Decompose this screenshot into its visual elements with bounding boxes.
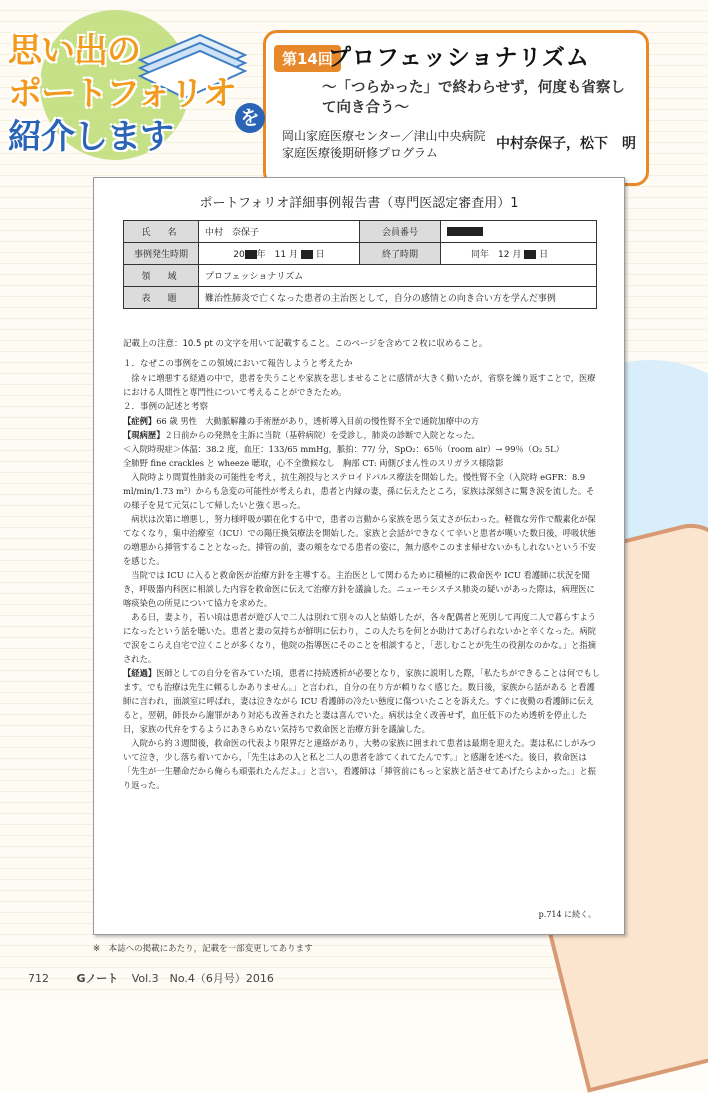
author-affiliation xyxy=(282,128,486,162)
vitals-line: ＜入院時現症＞体温：38.2 度，血圧：133/65 mmHg，脈拍：77/ 分，SpO₂：65％（room air）→ 99％（O₂ 5L） xyxy=(123,444,564,454)
article-title-box xyxy=(263,30,649,186)
value-member xyxy=(441,221,597,243)
end-month: 同年 12 月 xyxy=(471,250,522,260)
writing-note: 記載上の注意：10.5 pt の文字を用いて記載すること。このページを含めて２枚に収めること。 xyxy=(123,339,488,349)
section-2-heading: ２．事例の記述と考察 xyxy=(123,402,209,412)
redacted-block xyxy=(447,227,483,236)
report-title: ポートフォリオ詳細事例報告書（専門医認定審査用）1 xyxy=(199,196,519,211)
volume-info: Vol.3 No.4（6月号）2016 xyxy=(131,972,274,985)
series-title-line4: 紹介します xyxy=(8,117,173,157)
start-day: 日 xyxy=(315,250,325,260)
issue-badge: 第14回 xyxy=(274,45,341,72)
report-form-table xyxy=(123,220,597,309)
history-text: ２日前からの発熱を主訴に当院（基幹病院）を受診し，肺炎の診断で入院となった。 xyxy=(164,430,480,440)
case-text: 66 歳 男性 大動脈解離の手術歴があり，透析導入目前の慢性腎不全で通院加療中の方 xyxy=(156,416,480,426)
course-line xyxy=(123,666,601,736)
section-1-heading: １．なぜこの事例をこの領域において報告しようと考えたか xyxy=(123,359,353,369)
redacted-block xyxy=(301,250,313,259)
affiliation-line-1: 岡山家庭医療センター／津山中央病院 xyxy=(282,129,486,143)
course-text: 医師としての自分を省みていた頃，患者に持続透析が必要となり，家族に説明した際，「私たちができることは何でもします。でも治療は先生に頼るしかありません。」と言われ，自分の在り方が頼りなく感じた。数日後，家族から話がある と看護師に言われ，面談室に呼ばれ，妻は泣きながら ICU 看護師の冷たい態度に傷ついたことを訴えた。すぐに夜勤の看護師に伝えると，翌朝，師長から謝罪があり対応も改善されたと妻は喜んでいた。病状は全く改善せず，血圧低下のため透析を停止した日，家族の代弁をするようにあきらめない気持ちで救命医と治療方針を議論した。 xyxy=(123,668,601,734)
affiliation-line-2: 家庭医療後期研修プログラム xyxy=(282,146,438,160)
series-title xyxy=(8,30,258,159)
history-line xyxy=(123,428,601,442)
paragraph: 病状は次第に増悪し，努力様呼吸が顕在化する中で，患者の言動から家族を思う気丈さが伝わった。軽微な労作で酸素化が保てなくなり，集中治療室（ICU）での陽圧換気療法を開始した。家族と会話ができなくて辛いと患者が嘆いた数日後，呼吸状態の増悪から挿管することとなった。挿管の前，妻の頬をなでる患者の姿に，無力感やこのまま帰せないかもしれないという不安を感じた。 xyxy=(123,514,596,566)
start-month: 年 11 月 xyxy=(256,250,298,260)
report-sheet xyxy=(93,177,625,935)
value-heading: 難治性肺炎で亡くなった患者の主治医として，自分の感情との向き合い方を学んだ事例 xyxy=(199,287,597,309)
label-start: 事例発生時期 xyxy=(124,243,199,265)
article-title: プロフェッショナリズム xyxy=(328,45,590,71)
redacted-block xyxy=(245,250,257,259)
paragraph: 入院時より間質性肺炎の可能性を考え，抗生剤投与とステロイドパルス療法を開始した。慢性腎不全（入院時 eGFR：8.9 ml/min/1.73 m²）からも急変の可能性が考えられ，患者と内縁の妻，孫に伝えたところ，家族は深刻さに驚き涙を流した。その様子を見て元気にして帰したいと強く思った。 xyxy=(123,472,595,510)
value-name: 中村 奈保子 xyxy=(199,221,360,243)
article-subtitle: ～「つらかった」で終わらせず，何度も省察して向き合う～ xyxy=(322,80,625,116)
value-domain: プロフェッショナリズム xyxy=(199,265,597,287)
end-day: 日 xyxy=(539,250,549,260)
redacted-block xyxy=(524,250,536,259)
label-heading: 表 題 xyxy=(124,287,199,309)
exam-line: 全肺野 fine crackles と wheeze 聴取，心不全徴候なし 胸部 CT: 両側びまん性のスリガラス様陰影 xyxy=(123,458,504,468)
author-names: 中村奈保子，松下 明 xyxy=(496,136,636,152)
magazine-name xyxy=(77,972,119,985)
page-footer xyxy=(28,970,274,986)
value-start xyxy=(199,243,360,265)
start-year-prefix: 20 xyxy=(233,250,245,260)
footnote: ※ 本誌への掲載にあたり，記載を一部変更してあります xyxy=(93,944,313,954)
case-line xyxy=(123,414,601,428)
label-name: 氏 名 xyxy=(124,221,199,243)
series-title-line1: 思い出の xyxy=(8,31,140,71)
paragraph: ある日，妻より，若い頃は患者が遊び人で二人は別れて別々の人と結婚したが，各々配偶者と死別して再度二人で暮らすようになったという話を聴いた。患者と妻の気持ちが鮮明に伝わり，この人たちを何とか助けてあげられないかと辛くなった。病院で涙をこらえ自宅で泣くことが多くなり，他院の指導医にそのことを相談すると，「悲しむことが先生の役割なのかな。」と指摘された。 xyxy=(123,612,596,664)
continued-note: p.714 に続く。 xyxy=(538,910,596,919)
series-title-line2: ポートフォリオ xyxy=(8,74,236,114)
label-end: 終了時期 xyxy=(360,243,441,265)
series-title-particle: を xyxy=(235,103,265,133)
history-label: 【現病歴】 xyxy=(123,430,165,440)
magazine-initial: G xyxy=(76,972,86,985)
case-label: 【症例】 xyxy=(123,416,157,426)
value-end xyxy=(441,243,597,265)
paragraph: 徐々に増悪する経過の中で，患者を失うことや家族を悲しませることに感情が大きく動いたが，省察を繰り返すことで，医療における人間性と専門性について考えることができたため。 xyxy=(123,373,596,397)
label-domain: 領 域 xyxy=(124,265,199,287)
paragraph: 当院では ICU に入ると救命医が治療方針を主導する。主治医として関わるために積極的に救命医や ICU 看護師に状況を聞き，呼吸器内科医に相談した内容を救命医に伝えて治療方針を議論した。ニューモシスチス肺炎の疑いがあった際は，病理医に喀痰染色の所見について協力を求めた。 xyxy=(123,570,595,608)
report-body xyxy=(123,356,601,792)
label-member: 会員番号 xyxy=(360,221,441,243)
course-label: 【経過】 xyxy=(123,668,157,678)
page-number: 712 xyxy=(28,972,49,985)
magazine-name-rest: ノート xyxy=(85,972,119,985)
paragraph: 入院から約３週間後，救命医の代表より限界だと連絡があり，大勢の家族に囲まれて患者は最期を迎えた。妻は私にしがみついて泣き，少し落ち着いてから，「先生はあの人と私と二人の患者を診てくれてたんです。」と感謝を述べた。後日，救命医は「先生が一生懸命だから俺らも頑張れたんだよ。」と言い，看護師は「挿管前にもっと家族と話させてあげたらよかった。」と振り返った。 xyxy=(123,738,596,790)
